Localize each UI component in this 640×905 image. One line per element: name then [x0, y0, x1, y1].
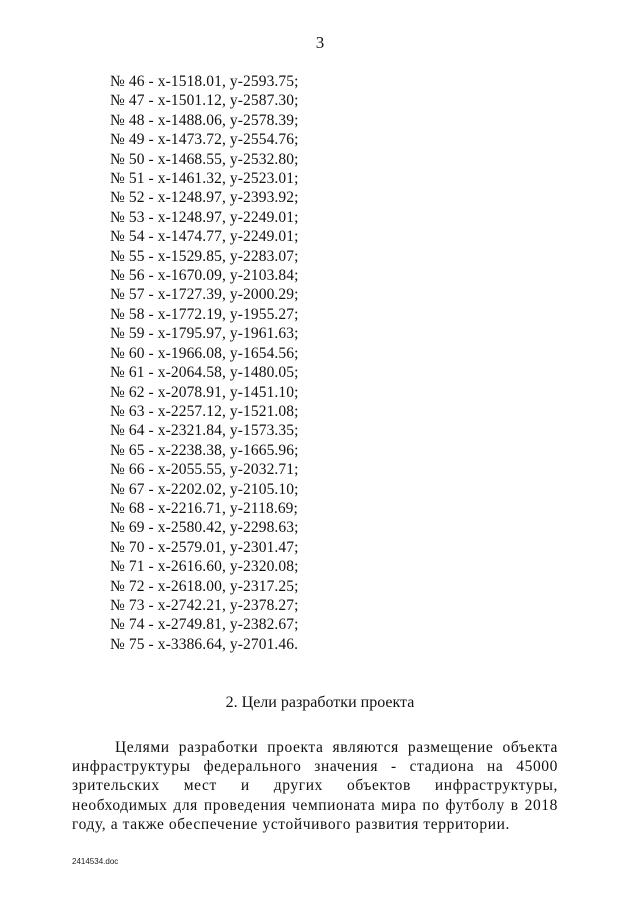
coordinate-item: № 73 - x-2742.21, y-2378.27;	[110, 596, 299, 614]
coordinate-item: № 54 - x-1474.77, y-2249.01;	[110, 228, 299, 246]
document-footer-id: 2414534.doc	[72, 857, 119, 866]
coordinate-item: № 62 - x-2078.91, y-1451.10;	[110, 383, 299, 401]
coordinate-item: № 64 - x-2321.84, y-1573.35;	[110, 422, 299, 440]
coordinate-item: № 68 - x-2216.71, y-2118.69;	[110, 499, 298, 517]
coordinate-item: № 60 - x-1966.08, y-1654.56;	[110, 344, 299, 362]
coordinate-item: № 48 - x-1488.06, y-2578.39;	[110, 111, 299, 129]
goals-paragraph: Целями разработки проекта являются размещение объекта инфраструктуры федерального значения - стадиона на 45000 зрительских мест и других объектов инфраструктуры, необходимых для проведения чемпионата мира по футболу в 2018 году, а также обеспечение устойчивого развития территории.	[72, 739, 558, 833]
coordinate-item: № 58 - x-1772.19, y-1955.27;	[110, 305, 299, 323]
coordinate-item: № 47 - x-1501.12, y-2587.30;	[110, 92, 299, 110]
coordinate-item: № 66 - x-2055.55, y-2032.71;	[110, 461, 299, 479]
coordinate-item: № 61 - x-2064.58, y-1480.05;	[110, 364, 299, 382]
coordinate-item: № 51 - x-1461.32, y-2523.01;	[110, 170, 299, 188]
coordinate-list	[110, 72, 299, 654]
coordinate-item: № 63 - x-2257.12, y-1521.08;	[110, 402, 299, 420]
coordinate-item: № 71 - x-2616.60, y-2320.08;	[110, 558, 299, 576]
coordinate-item: № 46 - x-1518.01, y-2593.75;	[110, 73, 299, 90]
coordinate-item: № 75 - x-3386.64, y-2701.46.	[110, 635, 299, 653]
page-number: 3	[315, 33, 325, 52]
coordinate-item: № 57 - x-1727.39, y-2000.29;	[110, 286, 299, 304]
coordinate-item: № 52 - x-1248.97, y-2393.92;	[110, 189, 299, 207]
coordinate-item: № 65 - x-2238.38, y-1665.96;	[110, 441, 299, 459]
coordinate-item: № 59 - x-1795.97, y-1961.63;	[110, 325, 299, 343]
coordinate-item: № 69 - x-2580.42, y-2298.63;	[110, 519, 299, 537]
coordinate-item: № 74 - x-2749.81, y-2382.67;	[110, 616, 299, 634]
coordinate-item: № 50 - x-1468.55, y-2532.80;	[110, 150, 299, 168]
coordinate-item: № 55 - x-1529.85, y-2283.07;	[110, 247, 299, 265]
coordinate-item: № 67 - x-2202.02, y-2105.10;	[110, 480, 299, 498]
coordinate-item: № 72 - x-2618.00, y-2317.25;	[110, 577, 299, 595]
coordinate-item: № 49 - x-1473.72, y-2554.76;	[110, 131, 299, 149]
coordinate-item: № 70 - x-2579.01, y-2301.47;	[110, 538, 299, 556]
coordinate-item: № 56 - x-1670.09, y-2103.84;	[110, 267, 299, 285]
section-heading: 2. Цели разработки проекта	[225, 694, 415, 711]
coordinate-item: № 53 - x-1248.97, y-2249.01;	[110, 208, 299, 226]
